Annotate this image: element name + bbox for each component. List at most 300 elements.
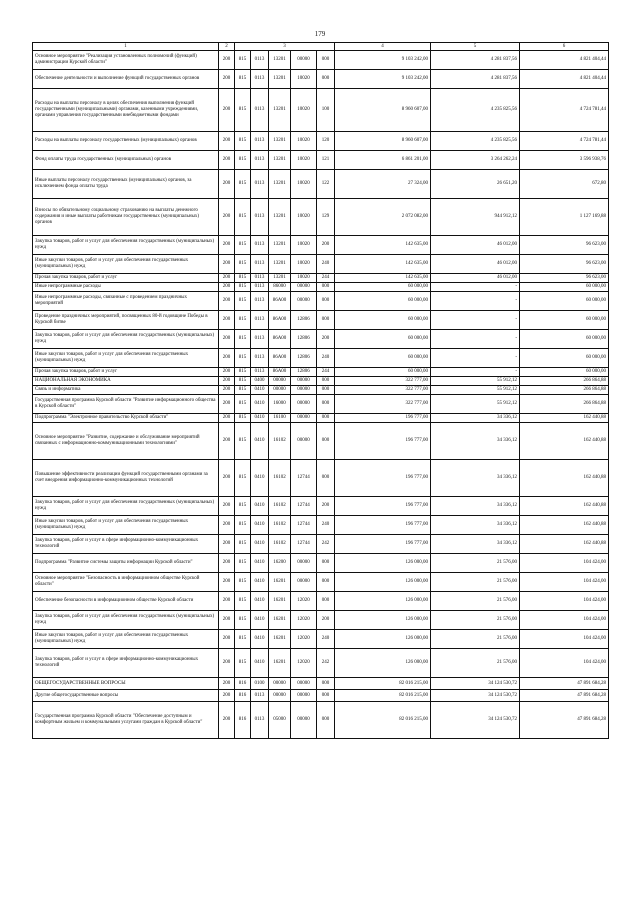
header-cell: 1	[33, 43, 219, 51]
value-col4: 126 000,00	[335, 649, 431, 678]
code-admin: 200	[219, 132, 235, 151]
code-gr: 815	[235, 292, 251, 311]
code-rz: 0113	[251, 199, 269, 236]
code-vr: 120	[317, 132, 335, 151]
table-row	[33, 497, 609, 516]
value-col6: 104 424,00	[520, 611, 609, 630]
value-col5: 34 336,12	[431, 497, 520, 516]
code-vr: 200	[317, 497, 335, 516]
row-name: Закупка товаров, работ и услуг для обеспечения государственных (муниципальных) нужд	[33, 611, 219, 630]
code-cs1: 13201	[269, 51, 291, 70]
code-vr: 242	[317, 649, 335, 678]
code-admin: 200	[219, 414, 235, 423]
table-row	[33, 330, 609, 349]
table-row	[33, 283, 609, 292]
code-gr: 816	[235, 678, 251, 690]
value-col4: 196 777,00	[335, 497, 431, 516]
code-rz: 0113	[251, 70, 269, 89]
code-vr: 000	[317, 377, 335, 386]
code-admin: 200	[219, 649, 235, 678]
code-vr: 000	[317, 70, 335, 89]
code-cs2: 10020	[291, 274, 317, 283]
row-name: Закупка товаров, работ и услуг для обеспечения государственных (муниципальных) нужд	[33, 497, 219, 516]
code-cs2: 12744	[291, 497, 317, 516]
value-col4: 60 000,00	[335, 283, 431, 292]
code-admin: 200	[219, 368, 235, 377]
code-gr: 815	[235, 497, 251, 516]
code-admin: 200	[219, 170, 235, 199]
value-col4: 60 000,00	[335, 292, 431, 311]
table-row	[33, 690, 609, 702]
value-col4: 27 324,00	[335, 170, 431, 199]
code-cs2: 00000	[291, 423, 317, 460]
value-col5: 34 336,12	[431, 414, 520, 423]
value-col5: 26 651,20	[431, 170, 520, 199]
code-admin: 200	[219, 311, 235, 330]
value-col6: 96 623,00	[520, 236, 609, 255]
code-admin: 200	[219, 678, 235, 690]
table-row	[33, 630, 609, 649]
value-col5: 46 012,00	[431, 255, 520, 274]
code-gr: 815	[235, 554, 251, 573]
code-cs1: 16100	[269, 414, 291, 423]
code-gr: 815	[235, 151, 251, 170]
value-col6: 4 821 404,44	[520, 70, 609, 89]
row-name: Иные непрограммные расходы	[33, 283, 219, 292]
code-admin: 200	[219, 702, 235, 739]
code-gr: 815	[235, 414, 251, 423]
code-gr: 815	[235, 516, 251, 535]
value-col4: 82 016 215,00	[335, 702, 431, 739]
row-name: Закупка товаров, работ и услуг в сфере информационно-коммуникационных технологий	[33, 535, 219, 554]
code-gr: 815	[235, 132, 251, 151]
row-name: Иные закупки товаров, работ и услуг для обеспечения государственных (муниципальных) нужд	[33, 516, 219, 535]
table-row	[33, 236, 609, 255]
value-col5: 46 012,00	[431, 236, 520, 255]
code-rz: 0113	[251, 292, 269, 311]
code-vr: 000	[317, 292, 335, 311]
header-cell: 3	[235, 43, 335, 51]
code-cs1: 16201	[269, 592, 291, 611]
value-col6: 1 127 169,88	[520, 199, 609, 236]
code-rz: 0410	[251, 423, 269, 460]
table-row	[33, 377, 609, 386]
code-admin: 200	[219, 255, 235, 274]
row-name: Обеспечение деятельности и выполнение функций государственных органов	[33, 70, 219, 89]
value-col6: 162 440,88	[520, 423, 609, 460]
code-admin: 200	[219, 349, 235, 368]
code-cs2: 12744	[291, 460, 317, 497]
row-name: Прочая закупка товаров, работ и услуг	[33, 274, 219, 283]
value-col6: 3 596 938,76	[520, 151, 609, 170]
code-vr: 000	[317, 386, 335, 395]
code-gr: 815	[235, 170, 251, 199]
value-col5: 34 336,12	[431, 516, 520, 535]
code-cs2: 10020	[291, 199, 317, 236]
code-cs2: 00000	[291, 377, 317, 386]
code-cs1: 16000	[269, 395, 291, 414]
code-gr: 815	[235, 89, 251, 132]
code-cs2: 10020	[291, 151, 317, 170]
value-col4: 142 635,00	[335, 274, 431, 283]
header-cell: 6	[520, 43, 609, 51]
code-admin: 200	[219, 516, 235, 535]
code-gr: 815	[235, 395, 251, 414]
code-admin: 200	[219, 292, 235, 311]
code-cs1: 86А00	[269, 330, 291, 349]
code-cs1: 00000	[269, 678, 291, 690]
code-vr: 200	[317, 330, 335, 349]
value-col6: 60 000,00	[520, 283, 609, 292]
value-col4: 82 016 215,00	[335, 690, 431, 702]
value-col4: 196 777,00	[335, 535, 431, 554]
value-col6: 266 864,88	[520, 395, 609, 414]
code-cs1: 16201	[269, 649, 291, 678]
code-admin: 200	[219, 395, 235, 414]
row-name: Государственная программа Курской области "Развитие информационного общества в Курской области"	[33, 395, 219, 414]
code-gr: 815	[235, 386, 251, 395]
code-vr: 244	[317, 368, 335, 377]
code-gr: 815	[235, 349, 251, 368]
table-row	[33, 170, 609, 199]
code-cs2: 12806	[291, 330, 317, 349]
value-col4: 60 000,00	[335, 311, 431, 330]
code-vr: 000	[317, 283, 335, 292]
code-cs2: 00000	[291, 554, 317, 573]
code-cs1: 13201	[269, 255, 291, 274]
value-col4: 142 635,00	[335, 255, 431, 274]
value-col6: 672,80	[520, 170, 609, 199]
value-col6: 104 424,00	[520, 554, 609, 573]
code-cs2: 12744	[291, 516, 317, 535]
code-cs1: 13201	[269, 89, 291, 132]
code-vr: 000	[317, 678, 335, 690]
row-name: Иные закупки товаров, работ и услуг для обеспечения государственных (муниципальных) нужд	[33, 630, 219, 649]
code-cs1: 86000	[269, 283, 291, 292]
code-admin: 200	[219, 630, 235, 649]
table-row	[33, 151, 609, 170]
code-gr: 815	[235, 199, 251, 236]
value-col4: 196 777,00	[335, 516, 431, 535]
page-number: 179	[314, 30, 326, 38]
code-vr: 244	[317, 274, 335, 283]
code-cs2: 12020	[291, 649, 317, 678]
row-name: Закупка товаров, работ и услуг для обеспечения государственных (муниципальных) нужд	[33, 236, 219, 255]
code-cs1: 86А00	[269, 349, 291, 368]
code-cs1: 86А00	[269, 292, 291, 311]
code-cs1: 16200	[269, 554, 291, 573]
code-cs2: 10020	[291, 132, 317, 151]
value-col6: 104 424,00	[520, 630, 609, 649]
code-vr: 240	[317, 516, 335, 535]
table-row	[33, 535, 609, 554]
code-cs1: 16102	[269, 497, 291, 516]
value-col4: 2 072 082,00	[335, 199, 431, 236]
code-gr: 815	[235, 51, 251, 70]
value-col6: 4 821 404,44	[520, 51, 609, 70]
code-gr: 815	[235, 611, 251, 630]
value-col5: 46 012,00	[431, 274, 520, 283]
code-gr: 815	[235, 255, 251, 274]
code-cs1: 00000	[269, 690, 291, 702]
table-body	[33, 43, 609, 739]
value-col4: 126 000,00	[335, 592, 431, 611]
value-col4: 126 000,00	[335, 573, 431, 592]
row-name: Иные закупки товаров, работ и услуг для обеспечения государственных (муниципальных) нужд	[33, 255, 219, 274]
table-row	[33, 199, 609, 236]
value-col5: 55 912,12	[431, 395, 520, 414]
value-col6: 104 424,00	[520, 649, 609, 678]
code-vr: 240	[317, 349, 335, 368]
value-col5: -	[431, 368, 520, 377]
code-rz: 0410	[251, 611, 269, 630]
code-admin: 200	[219, 554, 235, 573]
code-cs2: 10020	[291, 170, 317, 199]
row-name: Закупка товаров, работ и услуг для обеспечения государственных (муниципальных) нужд	[33, 330, 219, 349]
row-name: Повышение эффективности реализации функций государственными органами за счет внедрения информационно-коммуникационных технологий	[33, 460, 219, 497]
value-col6: 266 864,88	[520, 386, 609, 395]
code-cs2: 10020	[291, 70, 317, 89]
table-row	[33, 292, 609, 311]
row-name: НАЦИОНАЛЬНАЯ ЭКОНОМИКА	[33, 377, 219, 386]
value-col5: 34 124 530,72	[431, 690, 520, 702]
value-col6: 4 724 781,44	[520, 132, 609, 151]
code-vr: 000	[317, 414, 335, 423]
code-gr: 815	[235, 423, 251, 460]
row-name: Подпрограмма "Развитие системы защиты информации Курской области"	[33, 554, 219, 573]
value-col6: 60 000,00	[520, 292, 609, 311]
code-vr: 200	[317, 611, 335, 630]
row-name: Иные закупки товаров, работ и услуг для обеспечения государственных (муниципальных) нужд	[33, 349, 219, 368]
code-rz: 0410	[251, 516, 269, 535]
row-name: Прочая закупка товаров, работ и услуг	[33, 368, 219, 377]
code-admin: 200	[219, 236, 235, 255]
value-col5: 34 124 530,72	[431, 702, 520, 739]
code-cs1: 13201	[269, 132, 291, 151]
row-name: Иные непрограммные расходы, связанные с проведением праздничных мероприятий	[33, 292, 219, 311]
table-row	[33, 573, 609, 592]
code-admin: 200	[219, 283, 235, 292]
table-row	[33, 368, 609, 377]
value-col6: 60 000,00	[520, 330, 609, 349]
code-vr: 000	[317, 690, 335, 702]
code-cs1: 16102	[269, 535, 291, 554]
code-vr: 121	[317, 151, 335, 170]
value-col4: 322 777,00	[335, 377, 431, 386]
code-cs2: 00000	[291, 690, 317, 702]
code-admin: 200	[219, 611, 235, 630]
value-col4: 82 016 215,00	[335, 678, 431, 690]
code-cs2: 12806	[291, 349, 317, 368]
code-vr: 000	[317, 554, 335, 573]
code-cs1: 13201	[269, 236, 291, 255]
table-row	[33, 414, 609, 423]
value-col5: 21 576,00	[431, 592, 520, 611]
code-gr: 815	[235, 630, 251, 649]
row-name: Расходы на выплаты персоналу в целях обеспечения выполнения функций государственными (муниципальными) органами, казенными учреждениями, органами управления государственными внебюджетными фондами	[33, 89, 219, 132]
value-col6: 162 440,88	[520, 516, 609, 535]
value-col6: 60 000,00	[520, 368, 609, 377]
value-col4: 126 000,00	[335, 554, 431, 573]
value-col5: 21 576,00	[431, 649, 520, 678]
code-gr: 816	[235, 702, 251, 739]
value-col5: 21 576,00	[431, 630, 520, 649]
code-gr: 815	[235, 368, 251, 377]
code-admin: 200	[219, 330, 235, 349]
code-admin: 200	[219, 690, 235, 702]
code-gr: 816	[235, 690, 251, 702]
table-row	[33, 132, 609, 151]
value-col6: 96 623,00	[520, 274, 609, 283]
value-col5: -	[431, 349, 520, 368]
row-name: Другие общегосударственные вопросы	[33, 690, 219, 702]
code-cs1: 05000	[269, 702, 291, 739]
header-cell: 4	[335, 43, 431, 51]
code-cs2: 00000	[291, 395, 317, 414]
table-row	[33, 702, 609, 739]
table-row	[33, 395, 609, 414]
code-rz: 0410	[251, 414, 269, 423]
value-col4: 60 000,00	[335, 330, 431, 349]
table-row	[33, 311, 609, 330]
code-cs2: 00000	[291, 414, 317, 423]
value-col6: 47 891 684,28	[520, 678, 609, 690]
code-gr: 815	[235, 460, 251, 497]
table-row	[33, 255, 609, 274]
code-gr: 815	[235, 283, 251, 292]
code-gr: 815	[235, 573, 251, 592]
row-name: ОБЩЕГОСУДАРСТВЕННЫЕ ВОПРОСЫ	[33, 678, 219, 690]
code-cs2: 00000	[291, 573, 317, 592]
code-cs2: 12020	[291, 592, 317, 611]
row-name: Фонд оплаты труда государственных (муниципальных) органов	[33, 151, 219, 170]
code-rz: 0113	[251, 132, 269, 151]
code-cs2: 00000	[291, 292, 317, 311]
value-col4: 322 777,00	[335, 395, 431, 414]
code-cs2: 10020	[291, 236, 317, 255]
table-row	[33, 592, 609, 611]
code-rz: 0113	[251, 170, 269, 199]
value-col6: 162 440,88	[520, 460, 609, 497]
table-row	[33, 89, 609, 132]
code-admin: 200	[219, 386, 235, 395]
row-name: Иные выплаты персоналу государственных (муниципальных) органов, за исключением фонда оплаты труда	[33, 170, 219, 199]
code-admin: 200	[219, 535, 235, 554]
code-rz: 0410	[251, 497, 269, 516]
value-col6: 47 891 684,28	[520, 702, 609, 739]
value-col5: 21 576,00	[431, 554, 520, 573]
code-rz: 0113	[251, 311, 269, 330]
code-gr: 815	[235, 274, 251, 283]
code-cs2: 12020	[291, 630, 317, 649]
code-rz: 0410	[251, 386, 269, 395]
code-cs1: 13201	[269, 70, 291, 89]
value-col4: 60 000,00	[335, 368, 431, 377]
table-row	[33, 349, 609, 368]
code-vr: 000	[317, 395, 335, 414]
code-cs2: 00000	[291, 678, 317, 690]
code-admin: 200	[219, 51, 235, 70]
code-gr: 815	[235, 649, 251, 678]
value-col5: 4 281 837,56	[431, 51, 520, 70]
value-col4: 60 000,00	[335, 349, 431, 368]
header-cell: 2	[219, 43, 235, 51]
code-rz: 0113	[251, 690, 269, 702]
code-cs1: 16102	[269, 516, 291, 535]
code-cs2: 00000	[291, 386, 317, 395]
code-rz: 0113	[251, 255, 269, 274]
code-vr: 242	[317, 535, 335, 554]
row-name: Основное мероприятие "Реализация установленных полномочий (функций) администрации Курской области"	[33, 51, 219, 70]
row-name: Основное мероприятие "Развитие, содержание и обслуживание мероприятий связанных с информационно-коммуникационными технологиями"	[33, 423, 219, 460]
value-col5: 34 336,12	[431, 535, 520, 554]
row-name: Взносы по обязательному социальному страхованию на выплаты денежного содержания и иные выплаты работникам государственных (муниципальных) органов	[33, 199, 219, 236]
code-rz: 0113	[251, 368, 269, 377]
table-row	[33, 554, 609, 573]
value-col5: 34 336,12	[431, 460, 520, 497]
code-cs1: 13201	[269, 199, 291, 236]
value-col4: 9 103 242,00	[335, 70, 431, 89]
code-cs1: 13201	[269, 170, 291, 199]
table-row	[33, 51, 609, 70]
code-cs2: 12744	[291, 535, 317, 554]
value-col4: 6 861 201,00	[335, 151, 431, 170]
table-row	[33, 70, 609, 89]
code-cs2: 00000	[291, 702, 317, 739]
value-col4: 9 103 242,00	[335, 51, 431, 70]
value-col5: 4 235 825,56	[431, 89, 520, 132]
value-col5: -	[431, 283, 520, 292]
code-cs1: 16201	[269, 630, 291, 649]
code-admin: 200	[219, 460, 235, 497]
code-cs2: 10020	[291, 89, 317, 132]
code-rz: 0410	[251, 649, 269, 678]
code-gr: 815	[235, 236, 251, 255]
row-name: Основное мероприятие "Безопасность в информационном обществе Курской области"	[33, 573, 219, 592]
code-cs1: 13201	[269, 151, 291, 170]
code-admin: 200	[219, 497, 235, 516]
code-rz: 0410	[251, 573, 269, 592]
code-admin: 200	[219, 377, 235, 386]
value-col6: 104 424,00	[520, 573, 609, 592]
code-vr: 100	[317, 89, 335, 132]
code-vr: 000	[317, 423, 335, 460]
row-name: Закупка товаров, работ и услуг в сфере информационно-коммуникационных технологий	[33, 649, 219, 678]
value-col6: 47 891 684,28	[520, 690, 609, 702]
value-col5: 34 336,12	[431, 423, 520, 460]
code-admin: 200	[219, 573, 235, 592]
code-rz: 0113	[251, 236, 269, 255]
code-rz: 0113	[251, 330, 269, 349]
table-row	[33, 516, 609, 535]
value-col6: 162 440,88	[520, 414, 609, 423]
code-vr: 200	[317, 236, 335, 255]
code-admin: 200	[219, 274, 235, 283]
code-gr: 815	[235, 535, 251, 554]
value-col6: 4 724 781,44	[520, 89, 609, 132]
code-cs1: 00000	[269, 386, 291, 395]
value-col6: 104 424,00	[520, 592, 609, 611]
value-col4: 196 777,00	[335, 414, 431, 423]
code-vr: 240	[317, 255, 335, 274]
value-col4: 196 777,00	[335, 423, 431, 460]
code-rz: 0410	[251, 395, 269, 414]
code-admin: 200	[219, 89, 235, 132]
value-col5: -	[431, 292, 520, 311]
row-name: Обеспечение безопасности в информационном обществе Курской области	[33, 592, 219, 611]
code-rz: 0113	[251, 51, 269, 70]
value-col4: 322 777,00	[335, 386, 431, 395]
